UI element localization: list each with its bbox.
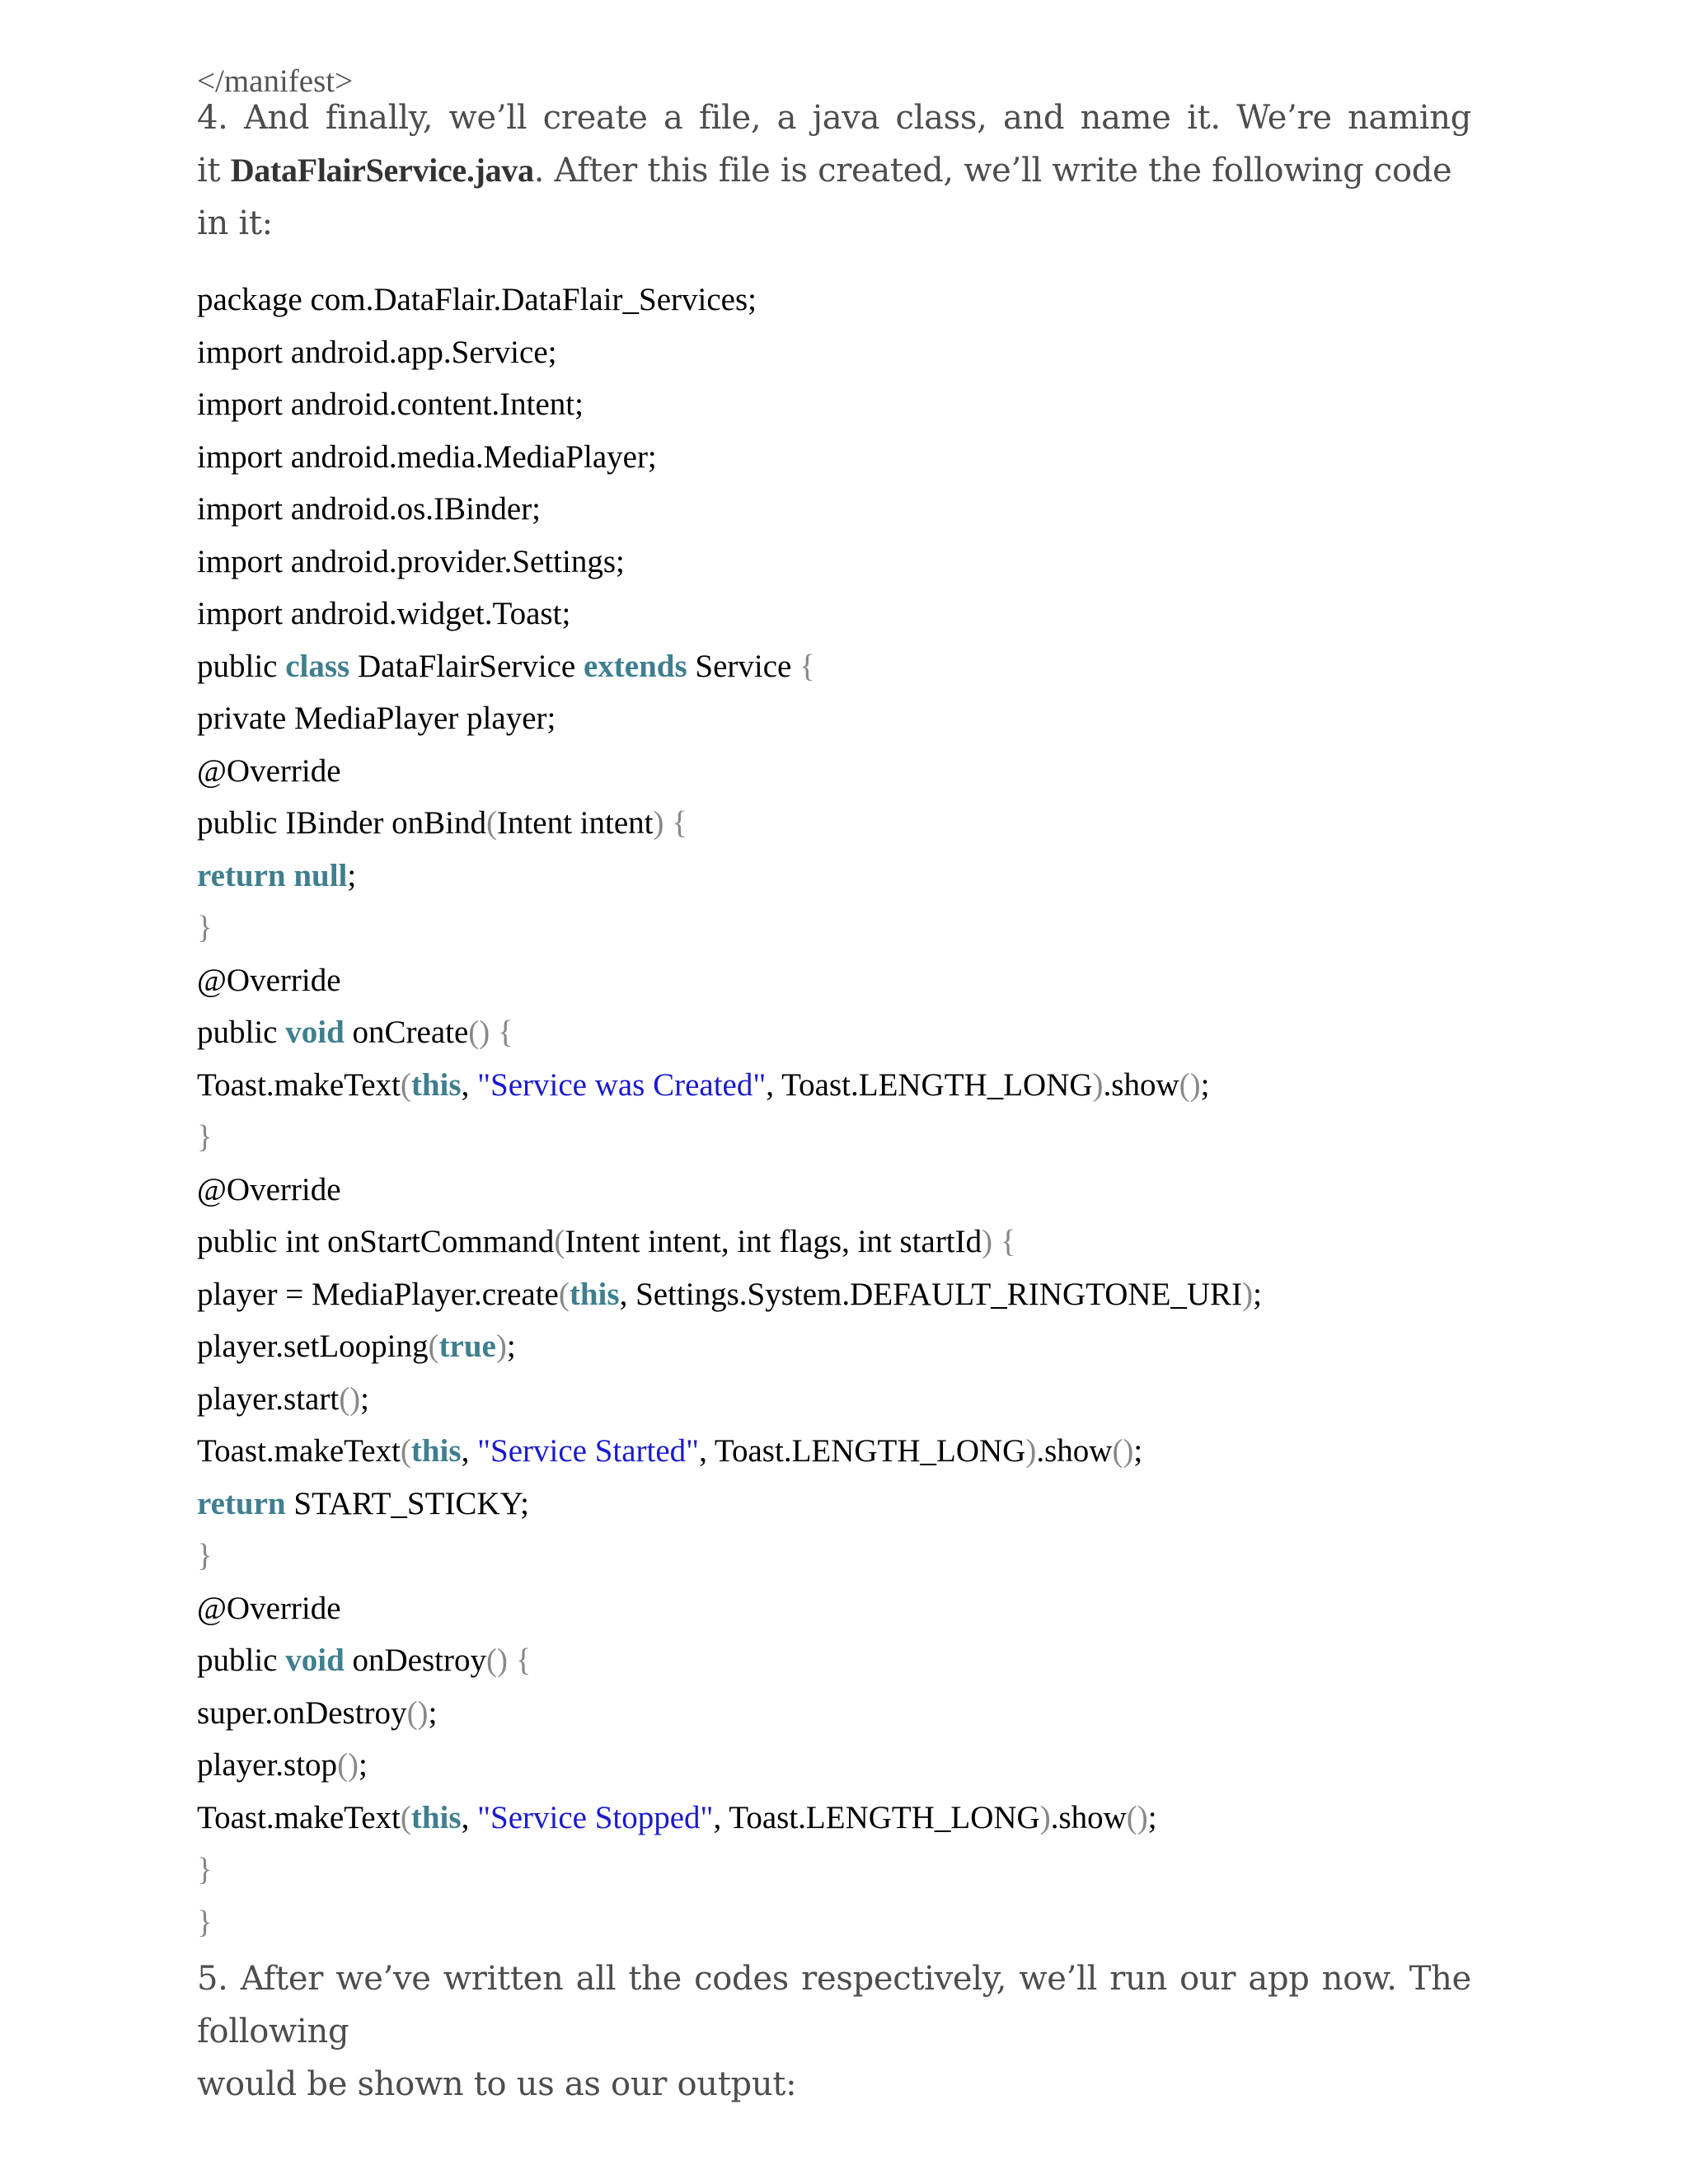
code-line-onstartcommand: public int onStartCommand(Intent intent, int flags, int startId) { (197, 1224, 1016, 1259)
code-line-toast-created: Toast.makeText(this, "Service was Created", Toast.LENGTH_LONG).show(); (197, 1067, 1210, 1103)
code-line-close-brace: } (197, 910, 213, 945)
code-line-import: import android.provider.Settings; (197, 544, 625, 579)
step-4-filename: DataFlairService.java (230, 152, 534, 189)
code-line-return-null: return null; (197, 858, 357, 893)
code-line-super-destroy: super.onDestroy(); (197, 1695, 438, 1731)
code-line-close-brace: } (197, 1119, 213, 1155)
code-line-player-start: player.start(); (197, 1381, 370, 1417)
code-line-player-create: player = MediaPlayer.create(this, Settings.System.DEFAULT_RINGTONE_URI); (197, 1277, 1262, 1312)
step-4-rest: . After this file is created, we’ll write the following code in it: (197, 152, 1452, 242)
code-line-import: import android.media.MediaPlayer; (197, 439, 657, 475)
closing-manifest-tag: </manifest> (197, 63, 354, 99)
step-4-it: it (197, 152, 231, 190)
code-line-package: package com.DataFlair.DataFlair_Services; (197, 282, 757, 317)
code-line-import: import android.app.Service; (197, 335, 557, 370)
code-line-oncreate: public void onCreate() { (197, 1015, 513, 1050)
code-line-field: private MediaPlayer player; (197, 701, 556, 736)
step-4-line-1: 4. And finally, we’ll create a file, a java class, and name it. We’re naming (197, 99, 1471, 137)
code-line-set-looping: player.setLooping(true); (197, 1329, 516, 1364)
code-line-toast-started: Toast.makeText(this, "Service Started", Toast.LENGTH_LONG).show(); (197, 1433, 1143, 1469)
code-line-toast-stopped: Toast.makeText(this, "Service Stopped", Toast.LENGTH_LONG).show(); (197, 1800, 1157, 1835)
code-line-close-brace: } (197, 1905, 213, 1940)
step-4-line-2 (197, 144, 1471, 250)
code-line-ondestroy: public void onDestroy() { (197, 1643, 532, 1678)
step-5-line-2: would be shown to us as our output: (197, 2065, 797, 2103)
step-5-paragraph (197, 1952, 1471, 2111)
step-5-line-1: 5. After we’ve written all the codes respectively, we’ll run our app now. The following (197, 1960, 1471, 2050)
code-line-override: @Override (197, 963, 341, 998)
code-line-override: @Override (197, 753, 341, 789)
code-line-override: @Override (197, 1591, 341, 1626)
code-line-close-brace: } (197, 1852, 213, 1887)
code-line-import: import android.content.Intent; (197, 387, 584, 422)
code-line-class-declaration: public class DataFlairService extends Service { (197, 649, 815, 684)
code-line-close-brace: } (197, 1538, 213, 1573)
step-4-paragraph (197, 91, 1471, 250)
code-line-import: import android.widget.Toast; (197, 596, 571, 631)
code-line-import: import android.os.IBinder; (197, 491, 542, 527)
code-line-return-sticky: return START_STICKY; (197, 1486, 529, 1521)
code-line-player-stop: player.stop(); (197, 1747, 368, 1783)
code-line-override: @Override (197, 1172, 341, 1207)
code-line-onbind: public IBinder onBind(Intent intent) { (197, 805, 687, 841)
